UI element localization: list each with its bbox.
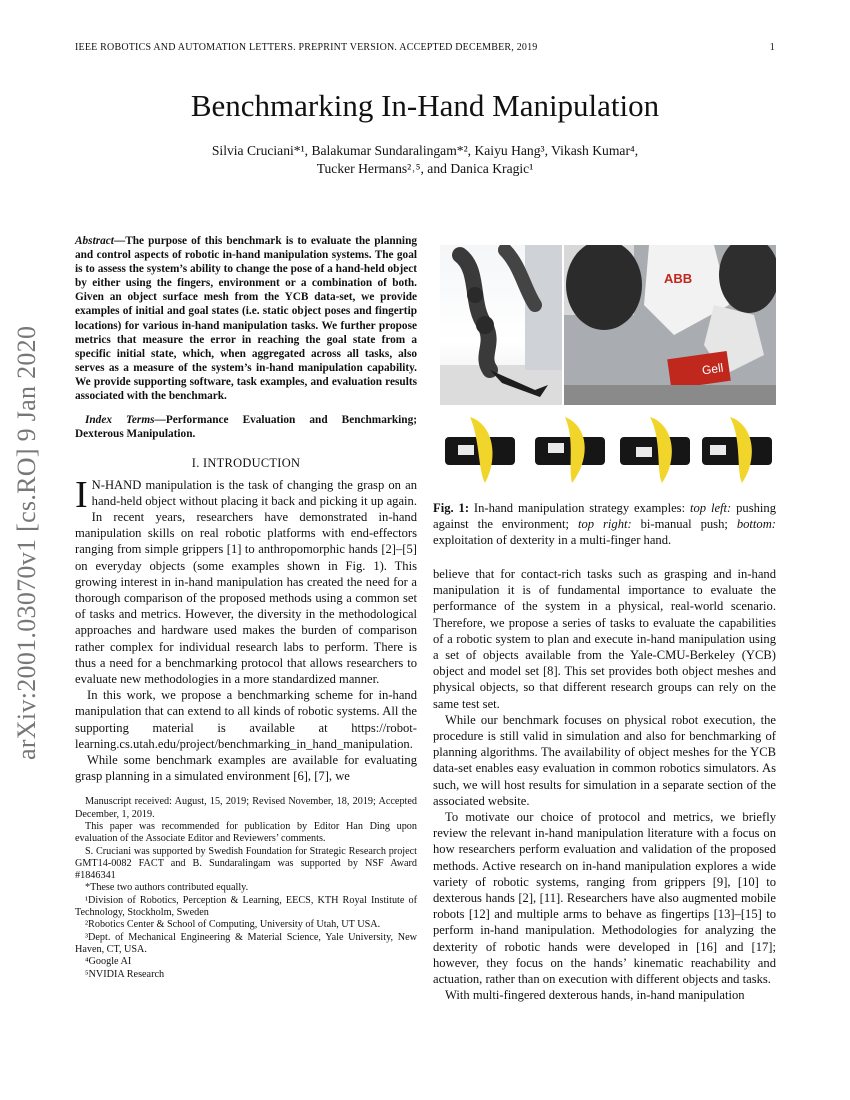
caption-bottom: bottom: [736, 517, 776, 532]
footnote-affiliation-5: ⁵NVIDIA Research [85, 968, 165, 980]
drop-cap: I [75, 473, 88, 516]
intro-paragraph-1-text: N-HAND manipulation is the task of changing the grasp on an hand-held object without placing it back and picking it up again. In recent years, researchers have demonstrated in-hand manipulation skills on real robotic platforms with end-effectors ranging from simple grippers [1] to anthropomorphic hands [2]–[5] on everyday objects (some examples shown in Fig. 1). This growing interest in in-hand manipulation has created the need for a thorough comparison of the proposed methods using a common set of tasks and metrics. However, the diversity in the methodological approaches and hardware used makes the burden of comparison rather complex for individual research labs to perform. There is thus a need for a benchmarking protocol that allows researchers to evaluate new methodologies in a more standardized manner. [75, 477, 417, 686]
paper-title: Benchmarking In-Hand Manipulation [190, 88, 660, 123]
banana-hand-illustration [440, 415, 776, 485]
author-line-1: Silvia Cruciani*¹, Balakumar Sundaralingam*², Kaiyu Hang³, Vikash Kumar⁴, [211, 143, 639, 158]
section-heading-introduction: I. INTRODUCTION [191, 456, 301, 471]
caption-top-right: top right: [577, 517, 632, 532]
right-column [433, 566, 776, 1003]
footnote-funding: S. Cruciani was supported by Swedish Foundation for Strategic Research project GMT14-0082 FACT and B. Sundaralingam was supported by NSF Award #1846341 [75, 845, 417, 882]
running-header [75, 42, 775, 53]
index-terms-body: —Performance Evaluation and Benchmarking; Dexterous Manipulation. [75, 414, 417, 441]
figure-label: Fig. 1: [433, 501, 470, 515]
footnote-manuscript: Manuscript received: August, 15, 2019; Revised November, 18, 2019; Accepted December, 1, 2019. [75, 796, 417, 820]
right-paragraph-2: While our benchmark focuses on physical robot execution, the procedure is still valid in simulation and also for benchmarking of planning algorithms. The availability of object meshes for the YCB data-set enables easy evaluation in common robotics simulators. As such, we will host results for simulation in a separate section of the associated website. [433, 712, 776, 808]
caption-text-d: exploitation of dexterity in a multi-finger hand. [433, 533, 672, 548]
photo-environment-push [440, 245, 562, 405]
abb-logo: ABB [664, 271, 693, 286]
journal-header: IEEE ROBOTICS AND AUTOMATION LETTERS. PREPRINT VERSION. ACCEPTED DECEMBER, 2019 [75, 42, 538, 53]
footnote-equal-contribution: *These two authors contributed equally. [85, 882, 249, 894]
left-column [75, 234, 417, 981]
figure-1-caption [433, 500, 776, 549]
photo-bimanual-push [564, 245, 776, 405]
arxiv-stamp: arXiv:2001.03070v1 [cs.RO] 9 Jan 2020 [12, 325, 41, 760]
intro-paragraph-1 [75, 473, 417, 688]
index-terms-lead: Index Terms [85, 414, 155, 427]
footnote-editor: This paper was recommended for publication by Editor Han Ding upon evaluation of the Associate Editor and Reviewers’ comments. [75, 820, 417, 845]
hand-frame-2 [535, 417, 605, 483]
caption-top-left: top left: [689, 501, 732, 515]
caption-text-b: pushing against the environment; [433, 501, 776, 532]
abstract [75, 234, 417, 403]
hand-frame-4 [702, 417, 772, 483]
intro-paragraph-3: While some benchmark examples are available for evaluating grasp planning in a simulated environment [6], [7], we [75, 752, 417, 784]
dual-arm-robot-illustration [564, 245, 776, 405]
footnote-affiliation-2: ²Robotics Center & School of Computing, University of Utah, UT USA. [85, 919, 381, 931]
caption-text-c: bi-manual push; [631, 517, 737, 532]
right-paragraph-4: With multi-fingered dexterous hands, in-hand manipulation [445, 988, 745, 1003]
abstract-body: —The purpose of this benchmark is to evaluate the planning and control aspects of robotic in-hand manipulation systems. The goal is to assess the system’s ability to change the pose of a hand-held object by either using the fingers, environment or a combination of both. Given an object surface mesh from the YCB data-set, we provide examples of initial and goal states (i.e. static object poses and fingertip locations) for various in-hand manipulation tasks. We further propose metrics that measure the error in reaching the goal state from a specific initial state, which, when aggregated across all tasks, also serves as a measure of the system’s in-hand manipulation capability. We provide supporting software, task examples, and evaluation results associated with the benchmark. [75, 235, 417, 403]
author-list [0, 142, 850, 178]
right-paragraph-3: To motivate our choice of protocol and metrics, we briefly review the relevant in-hand manipulation literature with a focus on how researchers perform evaluation and validation of the proposed methods. Active research on in-hand manipulation explores a wide variety of robotic systems, ranging from grippers [9], [10] to dexterous hands [2], [11]. Researchers have also augmented mobile robots [12] and multiple arms to behave as fingertips [13]–[15] to perform in-hand manipulation. Methodologies for analyzing the dexterity of robotic hands were developed in [16] and [17]; however, they focus on the hands’ kinematic reachability and actuation, rather than on execution with different objects and tasks. [433, 810, 776, 987]
caption-text-a: In-hand manipulation strategy examples: [469, 501, 690, 515]
intro-paragraph-2: In this work, we propose a benchmarking scheme for in-hand manipulation that can extend to all kinds of robotic systems. All the supporting material is available at https://robot-learning.cs.utah.edu/project/benchmarking_in_hand_manipulation. [75, 688, 417, 751]
hand-frame-1 [445, 417, 515, 483]
hand-frame-3 [620, 417, 690, 483]
robot-arm-illustration [440, 245, 562, 405]
footnote-affiliation-4: ⁴Google AI [85, 956, 132, 968]
footnotes [75, 796, 417, 980]
abstract-lead: Abstract [75, 235, 114, 247]
right-paragraph-1: believe that for contact-rich tasks such as grasping and in-hand manipulation it is of fundamental importance to evaluate the performance of the system in a physical, real-world scenario. Therefore, we propose a series of tasks to evaluate the capabilities of a robotic system to plan and execute in-hand manipulation using a set of objects available from the Yale-CMU-Berkeley (YCB) object and model set [8]. This set provides both object meshes and physical objects, so that different research groups can rely on the same test set. [433, 567, 776, 711]
multi-finger-hand-strip [440, 415, 776, 485]
author-line-2: Tucker Hermans²˒⁵, and Danica Kragic¹ [316, 161, 534, 176]
footnote-affiliation-1: ¹Division of Robotics, Perception & Learning, EECS, KTH Royal Institute of Technology, Stockholm, Sweden [75, 894, 417, 919]
index-terms [75, 413, 417, 441]
box-label-text: Gell [701, 360, 725, 378]
page-number: 1 [769, 42, 775, 53]
footnote-affiliation-3: ³Dept. of Mechanical Engineering & Material Science, Yale University, New Haven, CT, USA. [75, 931, 417, 955]
